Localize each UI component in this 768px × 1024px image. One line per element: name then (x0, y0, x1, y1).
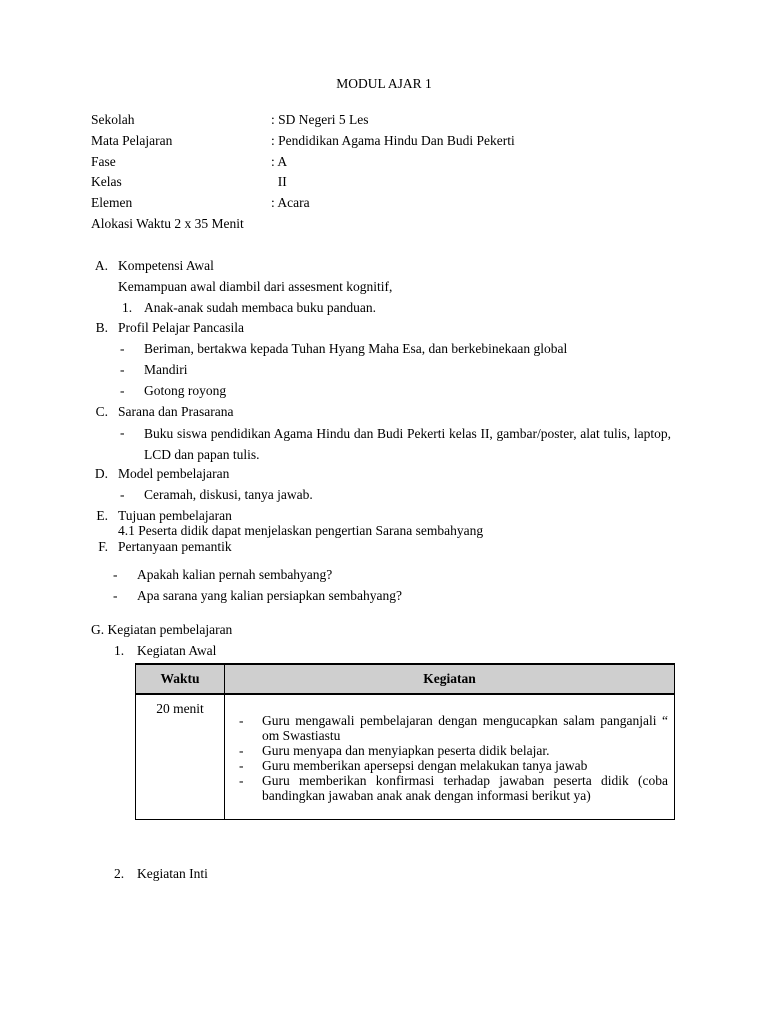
activity-text: Guru memberikan apersepsi dengan melakukan tanya jawab (262, 758, 588, 773)
column-header-kegiatan: Kegiatan (225, 664, 675, 694)
bullet-dash: - (120, 362, 125, 377)
section-e-item: 4.1 Peserta didik dapat menjelaskan pengertian Sarana sembahyang (118, 523, 484, 538)
section-a-heading: Kompetensi Awal (118, 258, 214, 273)
activity-text: Guru memberikan konfirmasi terhadap jawaban peserta didik (coba bandingkan jawaban anak anak dengan informasi berikut ya) (262, 773, 668, 803)
list-item (239, 713, 668, 743)
section-e-mark: E. (96, 508, 108, 523)
list-item (239, 758, 668, 773)
label-sekolah: Sekolah (91, 112, 135, 127)
cell-waktu: 20 menit (136, 694, 225, 820)
section-a-item-number: 1. (122, 300, 133, 315)
table-row (136, 694, 675, 820)
section-f-item: Apa sarana yang kalian persiapkan sembahyang? (137, 588, 403, 603)
alokasi-waktu: Alokasi Waktu 2 x 35 Menit (91, 216, 244, 231)
section-a-mark: A. (94, 258, 108, 273)
value-elemen: : Acara (271, 195, 310, 210)
section-c-item: Buku siswa pendidikan Agama Hindu dan Budi Pekerti kelas II, gambar/poster, alat tulis, laptop, LCD dan papan tulis. (144, 426, 671, 462)
kegiatan-awal-table (135, 663, 675, 820)
section-b-heading: Profil Pelajar Pancasila (118, 320, 244, 335)
section-a-item: Anak-anak sudah membaca buku panduan. (144, 300, 377, 315)
value-fase: : A (271, 154, 288, 169)
value-mata-pelajaran: : Pendidikan Agama Hindu Dan Budi Pekerti (271, 133, 515, 148)
section-g-heading: G. Kegiatan pembelajaran (91, 622, 233, 637)
section-f-heading: Pertanyaan pemantik (118, 539, 232, 554)
column-header-waktu: Waktu (136, 664, 225, 694)
section-f-item: Apakah kalian pernah sembahyang? (137, 567, 333, 582)
section-c-mark: C. (95, 404, 108, 419)
label-mata-pelajaran: Mata Pelajaran (91, 133, 173, 148)
kegiatan-awal-number: 1. (114, 643, 125, 658)
section-d-item: Ceramah, diskusi, tanya jawab. (144, 487, 313, 502)
bullet-dash: - (239, 773, 244, 788)
bullet-dash: - (239, 713, 244, 728)
section-a-intro: Kemampuan awal diambil dari assesment kognitif, (118, 279, 393, 294)
section-c-heading: Sarana dan Prasarana (118, 404, 234, 419)
bullet-dash: - (120, 383, 125, 398)
label-kelas: Kelas (91, 174, 122, 189)
list-item (239, 773, 668, 803)
label-fase: Fase (91, 154, 116, 169)
bullet-dash: - (120, 341, 125, 356)
kegiatan-awal-label: Kegiatan Awal (137, 643, 217, 658)
bullet-dash: - (120, 487, 125, 502)
activity-text: Guru mengawali pembelajaran dengan mengucapkan salam panganjali “ om Swastiastu (262, 713, 668, 743)
bullet-dash: - (239, 743, 244, 758)
section-b-item: Mandiri (144, 362, 188, 377)
list-item (239, 743, 668, 758)
bullet-dash: - (239, 758, 244, 773)
section-d-heading: Model pembelajaran (118, 466, 230, 481)
activity-list (225, 695, 674, 807)
bullet-dash: - (120, 425, 125, 440)
section-b-item: Beriman, bertakwa kepada Tuhan Hyang Maha Esa, dan berkebinekaan global (144, 341, 568, 356)
kegiatan-inti-number: 2. (114, 866, 125, 881)
table-header-row (136, 664, 675, 694)
value-kelas: II (271, 174, 287, 189)
section-b-mark: B. (95, 320, 108, 335)
bullet-dash: - (113, 588, 118, 603)
page-title: MODUL AJAR 1 (336, 76, 432, 91)
value-sekolah: : SD Negeri 5 Les (271, 112, 369, 127)
label-elemen: Elemen (91, 195, 133, 210)
activity-text: Guru menyapa dan menyiapkan peserta didik belajar. (262, 743, 550, 758)
section-f-mark: F. (98, 539, 108, 554)
section-b-item: Gotong royong (144, 383, 227, 398)
kegiatan-inti-label: Kegiatan Inti (137, 866, 208, 881)
cell-kegiatan (225, 694, 675, 820)
section-d-mark: D. (94, 466, 108, 481)
bullet-dash: - (113, 567, 118, 582)
section-e-heading: Tujuan pembelajaran (118, 508, 232, 523)
